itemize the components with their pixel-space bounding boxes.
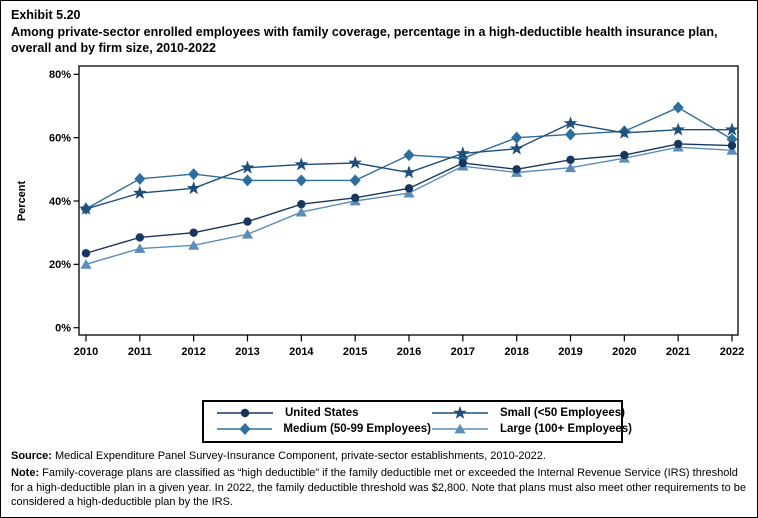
footer [11,449,751,512]
legend-label-united-states: United States [285,407,359,419]
legend-label-large: Large (100+ Employees) [500,423,632,435]
svg-text:2019: 2019 [558,346,583,358]
svg-text:2017: 2017 [450,346,476,358]
triangle-marker-icon [431,422,489,436]
svg-text:0%: 0% [55,322,71,335]
source-note [11,449,751,463]
svg-text:2015: 2015 [342,346,368,358]
svg-text:2012: 2012 [181,346,206,358]
source-label: Source: [11,450,52,462]
legend [202,400,632,443]
legend-item-large [431,422,632,436]
star-marker-icon [431,406,489,420]
exhibit-number: Exhibit 5.20 [11,8,81,22]
svg-text:2022: 2022 [719,346,745,358]
circle-marker-icon [216,406,274,420]
diamond-marker-icon [216,422,272,436]
legend-item-medium [216,422,431,436]
svg-text:2013: 2013 [235,346,260,358]
svg-text:2014: 2014 [289,346,314,358]
svg-text:2016: 2016 [396,346,422,358]
svg-text:Percent: Percent [16,180,28,222]
legend-item-small [431,406,632,420]
exhibit-title: Among private-sector enrolled employees with family coverage, percentage in a high-deductible health insurance plan, overall and by firm size, 2010-2022 [11,25,718,55]
svg-text:2021: 2021 [665,346,691,358]
svg-text:2018: 2018 [504,346,529,358]
svg-text:2010: 2010 [73,346,99,358]
legend-label-medium: Medium (50-99 Employees) [283,423,431,435]
svg-text:2011: 2011 [127,346,152,358]
svg-text:60%: 60% [48,132,71,145]
methodology-note [11,466,751,509]
legend-label-small: Small (<50 Employees) [500,407,625,419]
line-chart [1,61,758,373]
svg-text:20%: 20% [48,259,71,272]
note-label: Note: [11,467,40,480]
note-text: Family-coverage plans are classified as “high deductible” if the family deductible met or exceeded the Internal Revenue Service (IRS) threshold for a high-deductible plan in a given year. In 2022, the family deductible threshold was $2,800. Note that plans must also meet other requirements to be considered a high-deductible plan by the IRS. [11,467,746,508]
legend-item-united-states [216,406,431,420]
svg-text:2020: 2020 [612,346,637,358]
svg-text:80%: 80% [48,69,71,82]
svg-text:40%: 40% [48,195,71,208]
source-text: Medical Expenditure Panel Survey-Insurance Component, private-sector establishments, 2010-2022. [54,450,546,462]
